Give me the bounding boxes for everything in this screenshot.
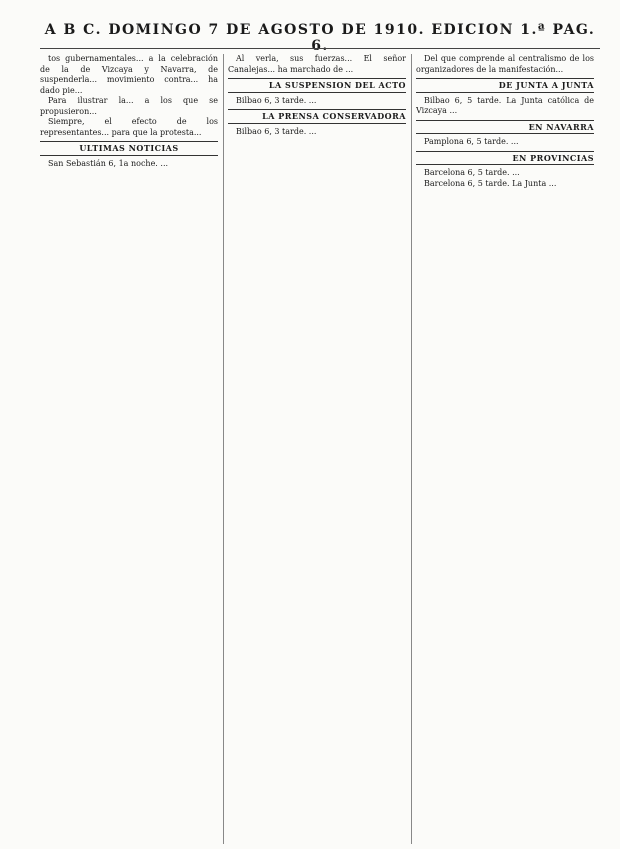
header-rule — [40, 48, 600, 49]
paragraph: Bilbao 6, 3 tarde. ... — [236, 126, 317, 136]
paragraph: San Sebastián 6, 1a noche. ... — [48, 158, 169, 168]
column-divider — [411, 54, 412, 844]
paragraph: Bilbao 6, 5 tarde. La Junta católica de Vizcaya ... — [416, 95, 594, 115]
paragraph: Para ilustrar la... a los que se propusieron... — [40, 96, 218, 116]
paragraph: Del que comprende al centralismo de los organizadores de la manifestación... — [416, 54, 594, 74]
paragraph: tos gubernamentales... a la celebración de la de Vizcaya y Navarra, de suspenderla... movimiento contra... ha dado pie... — [40, 54, 218, 95]
column-divider — [223, 54, 224, 844]
page-header: A B C. DOMINGO 7 DE AGOSTO DE 1910. EDICION 1.ª PAG. 6. — [44, 22, 596, 54]
section-heading: ULTIMAS NOTICIAS — [40, 141, 218, 156]
section-heading: LA SUSPENSION DEL ACTO — [228, 78, 406, 93]
section-heading: LA PRENSA CONSERVADORA — [228, 109, 406, 124]
column-1 — [40, 54, 218, 844]
paragraph: Bilbao 6, 3 tarde. ... — [236, 95, 317, 105]
paragraph: Al verla, sus fuerzas... El señor Canalejas... ha marchado de ... — [228, 54, 406, 74]
paragraph: Pamplona 6, 5 tarde. ... — [424, 137, 519, 146]
section-heading: EN PROVINCIAS — [416, 151, 594, 166]
paragraph: Barcelona 6, 5 tarde. La Junta ... — [424, 178, 557, 188]
section-heading: EN NAVARRA — [416, 120, 594, 135]
paragraph: Siempre, el efecto de los representantes... para que la protesta... — [40, 117, 218, 137]
column-3 — [416, 54, 594, 844]
paragraph: Barcelona 6, 5 tarde. ... — [424, 168, 520, 177]
column-2 — [228, 54, 406, 844]
section-heading: DE JUNTA A JUNTA — [416, 78, 594, 93]
